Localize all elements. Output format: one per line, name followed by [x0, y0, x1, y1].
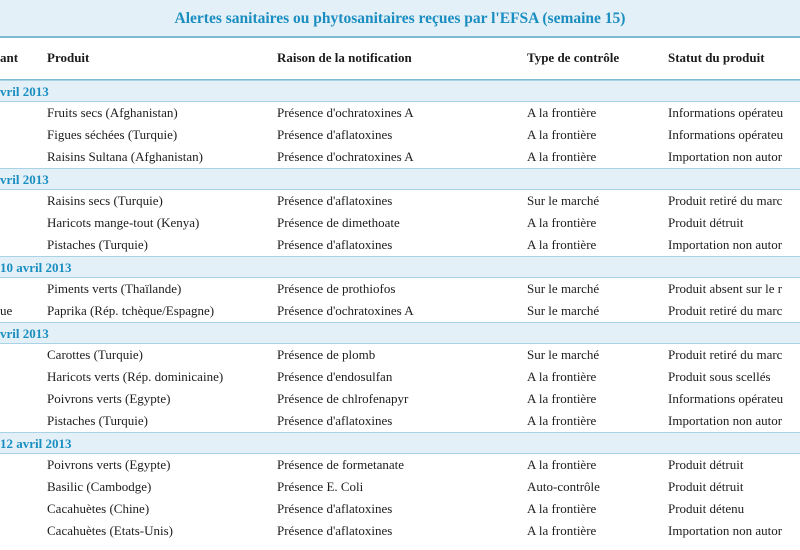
cell-raison: Présence de plomb [277, 347, 376, 362]
table-row [0, 102, 800, 124]
cell-type-controle: A la frontière [527, 501, 597, 516]
cell-raison: Présence d'aflatoxines [277, 413, 393, 428]
cell-type-controle: A la frontière [527, 105, 597, 120]
date-group-row [0, 256, 800, 278]
cell-produit: Raisins secs (Turquie) [47, 193, 163, 208]
table-row [0, 146, 800, 168]
cell-produit: Piments verts (Thaïlande) [47, 281, 182, 296]
cell-raison: Présence d'aflatoxines [277, 237, 393, 252]
cell-type-controle: A la frontière [527, 523, 597, 538]
cell-raison: Présence d'aflatoxines [277, 523, 393, 538]
cell-raison: Présence d'aflatoxines [277, 501, 393, 516]
cell-produit: Carottes (Turquie) [47, 347, 143, 362]
cell-type-controle: A la frontière [527, 149, 597, 164]
table-row [0, 366, 800, 388]
table-row [0, 234, 800, 256]
table-row [0, 278, 800, 300]
header-type-controle: Type de contrôle [527, 50, 620, 65]
date-group-row [0, 168, 800, 190]
cell-raison: Présence d'aflatoxines [277, 127, 393, 142]
cell-statut: Produit détruit [668, 457, 744, 472]
table-row [0, 498, 800, 520]
cell-raison: Présence de chlrofenapyr [277, 391, 409, 406]
date-group-row [0, 432, 800, 454]
table-body [0, 80, 800, 542]
table-row [0, 190, 800, 212]
cell-type-controle: A la frontière [527, 237, 597, 252]
cell-produit: Haricots verts (Rép. dominicaine) [47, 369, 224, 384]
table-title: Alertes sanitaires ou phytosanitaires reçues par l'EFSA (semaine 15) [0, 0, 800, 38]
header-raison: Raison de la notification [277, 50, 412, 65]
cell-statut: Produit retiré du marc [668, 347, 783, 362]
cell-raison: Présence de dimethoate [277, 215, 400, 230]
cell-raison: Présence d'endosulfan [277, 369, 393, 384]
table-row [0, 124, 800, 146]
cell-produit: Poivrons verts (Egypte) [47, 391, 171, 406]
table-row [0, 454, 800, 476]
cell-produit: Basilic (Cambodge) [47, 479, 152, 494]
cell-statut: Produit absent sur le r [668, 281, 783, 296]
cell-raison: Présence E. Coli [277, 479, 364, 494]
header-column-0: ant [0, 50, 19, 65]
cell-raison: Présence de formetanate [277, 457, 405, 472]
cell-statut: Produit détenu [668, 501, 745, 516]
cell-pays: ue [0, 303, 13, 318]
cell-type-controle: A la frontière [527, 215, 597, 230]
table-row [0, 410, 800, 432]
cell-type-controle: A la frontière [527, 127, 597, 142]
cell-statut: Produit sous scellés [668, 369, 771, 384]
cell-produit: Paprika (Rép. tchèque/Espagne) [47, 303, 215, 318]
cell-produit: Haricots mange-tout (Kenya) [47, 215, 200, 230]
cell-statut: Importation non autor [668, 523, 783, 538]
table-row [0, 212, 800, 234]
cell-produit: Pistaches (Turquie) [47, 413, 148, 428]
cell-statut: Informations opérateu [668, 105, 784, 120]
cell-statut: Importation non autor [668, 149, 783, 164]
header-statut: Statut du produit [668, 50, 765, 65]
cell-type-controle: A la frontière [527, 369, 597, 384]
date-group-label: vril 2013 [0, 172, 49, 187]
date-group-label: vril 2013 [0, 84, 49, 99]
table-row [0, 476, 800, 498]
cell-statut: Produit retiré du marc [668, 193, 783, 208]
cell-type-controle: Sur le marché [527, 347, 600, 362]
cell-raison: Présence d'ochratoxines A [277, 149, 414, 164]
date-group-label: vril 2013 [0, 326, 49, 341]
cell-raison: Présence d'ochratoxines A [277, 105, 414, 120]
cell-raison: Présence de prothiofos [277, 281, 396, 296]
date-group-label: 10 avril 2013 [0, 260, 72, 275]
table-row [0, 300, 800, 322]
cell-statut: Produit détruit [668, 479, 744, 494]
cell-type-controle: Sur le marché [527, 281, 600, 296]
cell-statut: Produit détruit [668, 215, 744, 230]
table-row [0, 520, 800, 542]
date-group-row [0, 80, 800, 102]
table-row [0, 344, 800, 366]
cell-raison: Présence d'aflatoxines [277, 193, 393, 208]
cell-type-controle: Auto-contrôle [527, 479, 600, 494]
cell-type-controle: A la frontière [527, 413, 597, 428]
header-produit: Produit [47, 50, 90, 65]
cell-produit: Raisins Sultana (Afghanistan) [47, 149, 203, 164]
cell-produit: Cacahuètes (Etats-Unis) [47, 523, 173, 538]
cell-statut: Informations opérateu [668, 127, 784, 142]
cell-produit: Figues séchées (Turquie) [47, 127, 178, 142]
cell-produit: Fruits secs (Afghanistan) [47, 105, 178, 120]
cell-produit: Pistaches (Turquie) [47, 237, 148, 252]
date-group-row [0, 322, 800, 344]
cell-type-controle: A la frontière [527, 457, 597, 472]
cell-statut: Importation non autor [668, 413, 783, 428]
table-header [0, 38, 800, 80]
cell-produit: Cacahuètes (Chine) [47, 501, 150, 516]
date-group-label: 12 avril 2013 [0, 436, 72, 451]
cell-produit: Poivrons verts (Egypte) [47, 457, 171, 472]
cell-type-controle: A la frontière [527, 391, 597, 406]
cell-statut: Informations opérateu [668, 391, 784, 406]
cell-type-controle: Sur le marché [527, 303, 600, 318]
cell-type-controle: Sur le marché [527, 193, 600, 208]
cell-statut: Importation non autor [668, 237, 783, 252]
cell-statut: Produit retiré du marc [668, 303, 783, 318]
table-row [0, 388, 800, 410]
cell-raison: Présence d'ochratoxines A [277, 303, 414, 318]
